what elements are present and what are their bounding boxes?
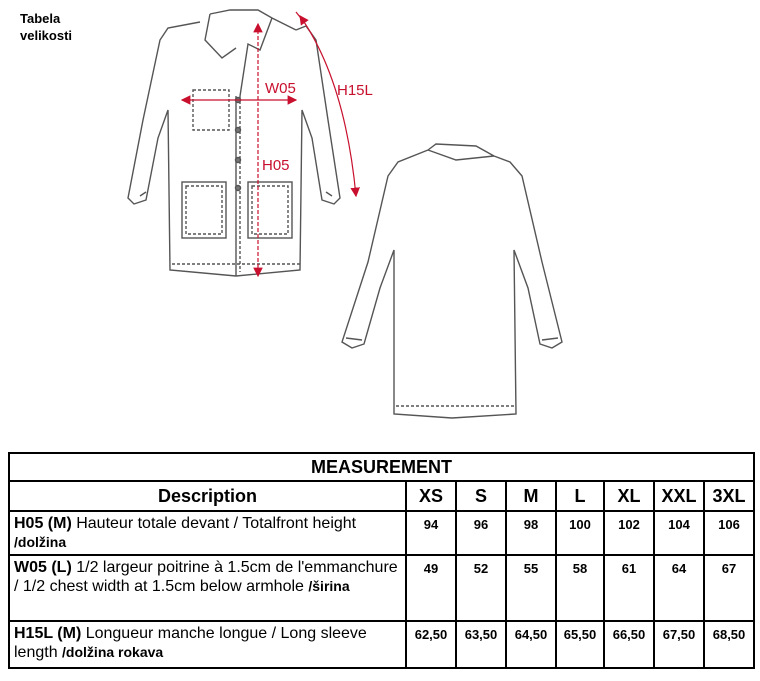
coat-back-view	[342, 144, 562, 418]
table-cell: 58	[556, 555, 604, 621]
coat-right-pocket	[248, 182, 292, 238]
table-cell: 64,50	[506, 621, 556, 668]
row-text: Longueur manche longue / Long sleeve length	[14, 625, 367, 661]
measurement-table	[8, 452, 755, 669]
table-cell: 55	[506, 555, 556, 621]
size-header: XS	[406, 481, 456, 511]
table-cell: 65,50	[556, 621, 604, 668]
table-cell: 49	[406, 555, 456, 621]
h15l-label: H15L	[337, 82, 373, 99]
coat-back-outline	[342, 150, 562, 418]
table-cell: 52	[456, 555, 506, 621]
row-description	[9, 555, 406, 621]
table-cell: 106	[704, 511, 754, 555]
coat-chest-pocket	[193, 90, 229, 130]
table-cell: 67	[704, 555, 754, 621]
table-cell: 96	[456, 511, 506, 555]
size-header: 3XL	[704, 481, 754, 511]
title-line-1: Tabela	[20, 11, 61, 26]
row-text: Hauteur totale devant / Totalfront height	[71, 515, 357, 532]
row-description	[9, 621, 406, 668]
h05-label: H05	[262, 157, 290, 174]
table-cell: 62,50	[406, 621, 456, 668]
description-header: Description	[9, 481, 406, 511]
table-row	[9, 555, 754, 621]
size-header: M	[506, 481, 556, 511]
size-header: S	[456, 481, 506, 511]
row-local-text: /dolžina rokava	[62, 644, 164, 660]
row-code: H15L (M)	[14, 625, 82, 642]
table-cell: 64	[654, 555, 704, 621]
size-header: L	[556, 481, 604, 511]
table-cell: 66,50	[604, 621, 654, 668]
table-cell: 68,50	[704, 621, 754, 668]
h15l-dimension-line	[300, 16, 356, 196]
table-row	[9, 621, 754, 668]
coat-front-collar	[210, 10, 296, 30]
row-code: H05 (M)	[14, 515, 72, 532]
coat-front-view	[128, 10, 340, 276]
title-line-2: velikosti	[20, 28, 73, 43]
row-code: W05 (L)	[14, 559, 72, 576]
table-cell: 67,50	[654, 621, 704, 668]
table-cell: 104	[654, 511, 704, 555]
dimension-lines	[182, 12, 356, 276]
table-title: MEASUREMENT	[9, 453, 754, 481]
table-cell: 61	[604, 555, 654, 621]
table-header-row	[9, 481, 754, 511]
table-cell: 102	[604, 511, 654, 555]
table-cell: 63,50	[456, 621, 506, 668]
size-header: XXL	[654, 481, 704, 511]
table-cell: 100	[556, 511, 604, 555]
size-header: XL	[604, 481, 654, 511]
row-local-text: /dolžina	[14, 534, 67, 550]
row-text: 1/2 largeur poitrine à 1.5cm de l'emmanchure / 1/2 chest width at 1.5cm below armhole	[14, 559, 398, 595]
table-cell: 98	[506, 511, 556, 555]
coat-front-outline	[128, 22, 340, 276]
table-row	[9, 511, 754, 555]
row-description	[9, 511, 406, 555]
row-local-text: /širina	[308, 578, 350, 594]
table-cell: 94	[406, 511, 456, 555]
coat-left-pocket	[182, 182, 226, 238]
w05-label: W05	[265, 80, 296, 97]
